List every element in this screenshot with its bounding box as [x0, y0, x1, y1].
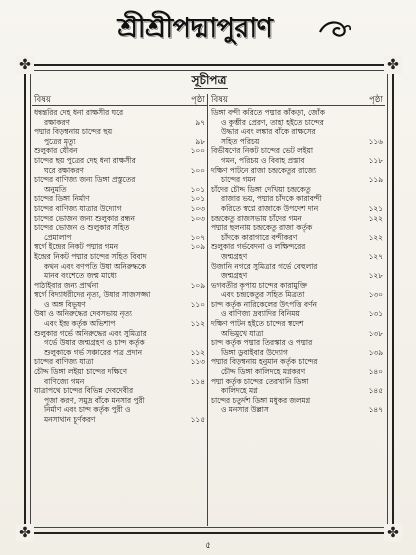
toc-entry-page: ১১৫ — [190, 415, 205, 424]
corner-ornament-icon: ✤ — [16, 56, 34, 74]
toc-entry — [209, 146, 385, 165]
toc-entry-page: ১০০ — [190, 165, 205, 175]
toc-entry-line: পদ্মা কর্তৃক চান্দের তেরখানি ডিঙ্গা — [211, 376, 309, 386]
toc-entry-line: স্বর্গে ইন্দ্রের নিকট পদ্মার গমন — [34, 242, 119, 252]
toc-entry-title — [211, 357, 357, 376]
toc-entry-line: চান্দ কর্তৃক পদ্মার তিরস্কার ও পদ্মার — [211, 338, 313, 348]
toc-entry-title — [34, 357, 179, 367]
toc-entry-page: ১২২ — [368, 213, 383, 223]
toc-entry-page: ১০১ — [190, 184, 205, 194]
toc-entry-page: ১৩৯ — [368, 347, 383, 357]
toc-entry-line: পুত্রের মৃত্যু — [44, 136, 76, 146]
toc-entry — [32, 223, 207, 242]
toc-entry-title — [211, 223, 357, 242]
toc-entry-line: মনসাথান চূর্ণকরণ — [44, 415, 96, 424]
toc-entry-title — [211, 262, 357, 281]
toc-entry-page: ১১২ — [190, 319, 205, 329]
toc-entry-line: কালিদহে মগ্ন — [221, 386, 258, 396]
toc-entry-line: স্বর্গে বিদ্যাধরীদের নৃত্য, উষার সাজসজ্জা — [34, 290, 151, 300]
toc-entry-title — [211, 214, 357, 224]
toc-entry-line: প্রেমালাপ — [44, 232, 72, 242]
toc-entry-line: শুলুকার গর্ভে অনিরুদ্ধের এবং সুমিত্রার — [34, 328, 147, 338]
toc-entry — [32, 194, 207, 204]
toc-entry-title — [34, 156, 179, 175]
left-entries — [32, 106, 207, 425]
toc-entry — [32, 175, 207, 194]
left-column-header — [32, 94, 207, 106]
toc-entry — [209, 338, 385, 357]
toc-entry-page: ১০০ — [190, 146, 205, 156]
toc-entry-page: ১০১ — [190, 194, 205, 204]
toc-entry-page: ১১৪ — [190, 376, 205, 386]
toc-entry-page: ১১০ — [190, 299, 205, 309]
toc-entry-line: মানব বংশেতে জন্ম মাধ্যে — [44, 271, 117, 281]
toc-entry-title — [34, 252, 179, 281]
toc-entry — [32, 386, 207, 424]
toc-entry-page: ১০৩ — [190, 213, 205, 223]
toc-entry-line: ডিঙ্গা বন্দী করিতে পদ্মার কাঁকড়া, জোঁক — [211, 108, 325, 117]
toc-entry — [32, 357, 207, 367]
toc-entry — [32, 108, 207, 127]
toc-entry-page: ১০৭ — [190, 232, 205, 242]
flourish-ornament-icon — [318, 18, 352, 44]
toc-entry-page: ১০৯ — [190, 242, 205, 252]
toc-entry-line: অনুমতি — [44, 184, 67, 194]
toc-entry — [209, 357, 385, 376]
column-divider — [207, 94, 208, 526]
toc-entry-title — [211, 319, 357, 338]
toc-entry — [209, 214, 385, 224]
toc-entry — [209, 319, 385, 338]
toc-entry-title — [211, 242, 357, 261]
toc-entry-title — [34, 108, 179, 127]
right-entries — [209, 106, 385, 415]
toc-entry-line: পাঠাইবার জন্য প্রার্থনা — [34, 280, 99, 290]
toc-entry-line: যাত্রাপথে চান্দের বিভিন্ন দেবদেবীর — [34, 386, 134, 396]
toc-entry-line: চান্দ কর্তৃক নারিকেলের উৎপত্তি বর্ণন — [211, 299, 317, 309]
toc-entry-line: পূজা করণ, সমুদ্র বাঁকে মনসার পুরী — [44, 395, 145, 405]
toc-entry-line: রক্ষাকরণ — [44, 117, 70, 127]
toc-entry-page: ১১২ — [190, 347, 205, 357]
toc-entry-line: উষা ও অনিরুদ্ধের দেবসভায় নৃত্য — [34, 309, 132, 319]
toc-entry-title — [34, 309, 179, 328]
corner-ornament-icon: ✤ — [16, 524, 34, 542]
toc-entry-line: শুলুকার গর্ভবেদনা ও লক্ষিন্দরের — [211, 242, 306, 252]
right-column-header — [209, 94, 385, 106]
corner-ornament-icon: ✤ — [384, 56, 402, 74]
subject-header: বিষয় — [34, 95, 52, 105]
toc-entry — [32, 290, 207, 309]
toc-entry-line: উজানি নগরে সুমিত্রার গর্ভে বেহুলার — [211, 261, 318, 271]
toc-entry — [32, 329, 207, 358]
toc-entry — [32, 252, 207, 281]
toc-entry-title — [211, 300, 357, 319]
toc-entry — [32, 146, 207, 156]
toc-entry-title — [34, 175, 179, 194]
toc-entry-page: ১৪৫ — [368, 386, 383, 396]
toc-entry-title — [34, 242, 179, 252]
toc-entry-line: ইন্দ্রের নিকট পদ্মার চান্দের সহিত বিবাদ — [34, 251, 147, 261]
toc-heading: সূচীপত্র — [191, 73, 227, 87]
toc-entry-line: জন্মগ্রহণ — [221, 251, 248, 261]
toc-entry-line: ভগবতীর কৃপায় চান্দের কারামুক্তি — [211, 280, 307, 290]
toc-entry — [209, 281, 385, 300]
toc-entry-line: পদ্মার বিড়ম্বনায় হনুমান কর্তৃক চান্দের — [211, 357, 318, 367]
toc-entry-line: ও মনসার উল্লাস — [221, 405, 269, 415]
toc-entry-line: চৌদ্দ ডিঙ্গা কালিদহে মগ্নকরণ — [221, 367, 306, 377]
toc-entry-line: ও বাণিজ্য দ্রব্যাদির বিনিময় — [221, 309, 300, 319]
toc-entry-line: নির্মাণ এবং চান্দ কর্তৃক পুরী ও — [44, 405, 131, 415]
toc-right-column — [209, 94, 385, 526]
toc-entry-title — [211, 166, 357, 185]
toc-entry-line: চাঁদের চৌদ্দ ডিঙ্গা দেখিয়া চন্দ্রকেতু — [211, 184, 311, 194]
toc-entry-line: ঘরে রক্ষাকরণ — [44, 165, 84, 175]
toc-entry-line: ধন্বন্তরির দেহ ধনা রাক্ষসীর ঘরে — [34, 108, 124, 117]
toc-entry-line: চৌদ্দ ডিঙ্গা লইয়া চান্দের দক্ষিণে — [34, 367, 127, 377]
toc-entry-line: ও অঙ্গ বিভূষণ — [44, 299, 86, 309]
toc-entry-title — [211, 396, 357, 415]
toc-entry-line: বিভীষণের নিকট চান্দের ভেট লইয়া — [211, 146, 314, 156]
toc-entry-line: শুলুকাকে গর্ভ সঞ্চারের পত্র প্রদান — [44, 347, 143, 357]
toc-entry-line: পদ্মার ছলনায় চন্দ্রকেতু রাজা কর্তৃক — [211, 223, 313, 233]
toc-entry-line: গমন, পরিচয় ও বিবাহ প্রস্তাব — [221, 155, 305, 165]
page-header: পৃষ্ঠা — [191, 95, 205, 105]
toc-entry-line: শুলুকার যৌবন — [34, 146, 78, 156]
toc-entry-line: সহিত পরিচয় — [221, 136, 260, 146]
toc-entry-page: ১৪৭ — [368, 405, 383, 415]
toc-entry-line: চান্দের ছয় পুত্রের দেহ ধনা রাক্ষসীর — [34, 155, 136, 165]
toc-entry-line: চান্দের ভোজন জন্য শুলুকার রন্ধন — [34, 213, 135, 223]
toc-entry — [32, 204, 207, 214]
toc-entry-line: চান্দের চতুর্দশ ডিঙ্গা মধুকর জলমগ্ন — [211, 395, 311, 405]
toc-entry — [32, 281, 207, 291]
toc-entry — [32, 156, 207, 175]
toc-entry — [32, 214, 207, 224]
toc-entry-title — [211, 281, 357, 300]
toc-entry-line: এবং চন্দ্রকেতুর সহিত মিত্রতা — [221, 290, 305, 300]
toc-entry-line: উদ্ধার এবং লঙ্কার বাঁকে রাক্ষসের — [221, 127, 316, 137]
toc-entry-line: করিতে স্বপ্নে রাজাকে উপদেশ দান — [221, 203, 319, 213]
toc-entry — [32, 367, 207, 386]
toc-entry-line: চান্দের বাণিজ্য জন্য ডিঙ্গা প্রস্তুতের — [34, 175, 136, 185]
toc-entry-line: চান্দের ডিঙ্গা নির্মাণ — [34, 194, 90, 204]
toc-entry-line: চান্দের গমন — [221, 175, 256, 185]
toc-entry-line: অভিমুখে যাত্রা — [221, 328, 264, 338]
toc-entry-line: চন্দ্রকেতু রাজসভায় চাঁদের গমন — [211, 213, 302, 223]
toc-entry-line: ডিঙ্গা ডুবাইবার উদ্যোগ — [221, 347, 288, 357]
toc-entry — [32, 127, 207, 146]
toc-entry — [209, 396, 385, 415]
toc-entry — [209, 166, 385, 185]
toc-entry-title — [34, 386, 179, 424]
toc-entry-page: ১০৩ — [190, 203, 205, 213]
toc-entry-title — [34, 281, 179, 291]
toc-entry-line: ও কুম্ভীর প্রেরণ, তাহা হইতে চান্দের — [221, 117, 324, 127]
page-number: ৫ — [205, 541, 211, 551]
toc-entry — [32, 242, 207, 252]
toc-entry-line: রাজার ভয়, পদ্মার চাঁদকে কারাবন্দী — [221, 194, 322, 204]
toc-entry — [209, 262, 385, 281]
book-title: শ্রীশ্রীপদ্মাপুরাণ — [117, 12, 273, 44]
toc-entry-title — [34, 127, 179, 146]
toc-entry-title — [34, 194, 179, 204]
toc-entry-title — [211, 338, 357, 357]
toc-entry-page: ১২১ — [368, 203, 383, 213]
toc-entry — [209, 242, 385, 261]
toc-entry — [209, 377, 385, 396]
toc-entry-page: ১১৯ — [368, 175, 383, 185]
toc-entry-title — [34, 367, 179, 386]
heading-underline — [194, 88, 228, 89]
toc-entry — [32, 309, 207, 328]
toc-entry-page: ১২২ — [368, 232, 383, 242]
toc-frame — [19, 57, 399, 541]
toc-entry-line: দক্ষিণ পাটনে রাজা চন্দ্রকেতুর রাজ্যে — [211, 165, 317, 175]
toc-entry-page: ১৩০ — [368, 290, 383, 300]
toc-entry-line: চান্দের বাণিজ্য যাত্রার উদ্যোগ — [34, 203, 122, 213]
toc-entry-page: ১২৭ — [368, 251, 383, 261]
toc-entry-title — [34, 214, 179, 224]
toc-entry-line: পদ্মার বিড়ম্বনায় চান্দের ছয় — [34, 127, 113, 137]
toc-entry-title — [34, 223, 179, 242]
toc-entry-title — [211, 185, 357, 214]
toc-entry — [209, 185, 385, 214]
toc-entry-line: বাণিজ্যে গমন — [44, 376, 85, 386]
toc-entry-title — [211, 377, 357, 396]
page-header: পৃষ্ঠা — [369, 95, 383, 105]
toc-entry-page: ১৪০ — [368, 367, 383, 377]
toc-entry-line: এবং ইন্দ্র কর্তৃক অভিশাপ — [44, 319, 116, 329]
toc-entry-line: চাঁদকে কারাগারে বন্দীকরণ — [221, 232, 298, 242]
toc-entry-page: ১৩১ — [368, 309, 383, 319]
toc-entry-title — [34, 204, 179, 214]
toc-entry-page: ১১৬ — [368, 136, 383, 146]
toc-entry — [209, 108, 385, 146]
subject-header: বিষয় — [211, 95, 229, 105]
toc-left-column — [32, 94, 207, 526]
toc-entry-page: ১১৩ — [190, 357, 205, 367]
toc-entry-page: ১২৮ — [368, 271, 383, 281]
toc-entry-line: জন্মগ্রহণ — [221, 271, 248, 281]
toc-entry-line: চান্দের বাণিজ্য যাত্রা — [34, 357, 94, 367]
toc-entry — [209, 300, 385, 319]
toc-entry-page: ১৩৮ — [368, 328, 383, 338]
toc-entry-line: চান্দের ভোজন ও শুলুকার সহিত — [34, 223, 130, 233]
toc-entry-line: কথন এবং বণপতি উষা অনিরুদ্ধকে — [44, 261, 147, 271]
corner-ornament-icon: ✤ — [384, 524, 402, 542]
toc-entry-title — [211, 108, 357, 146]
toc-entry-title — [211, 146, 357, 165]
toc-entry-page: ১১৮ — [368, 155, 383, 165]
toc-entry-title — [34, 329, 179, 358]
toc-entry-line: দক্ষিণ পাটন হইতে চান্দের স্বদেশ — [211, 319, 304, 329]
toc-entry-line: গর্ভে উষার জন্মগ্রহণ ও চান্দ কর্তৃক — [44, 338, 145, 348]
toc-entry-title — [34, 146, 179, 156]
toc-entry-page: ৯৮ — [195, 136, 205, 146]
toc-entry-title — [34, 290, 179, 309]
toc-entry-page: ৯৭ — [195, 117, 205, 127]
toc-entry-page: ১০৯ — [190, 280, 205, 290]
toc-entry — [209, 223, 385, 242]
